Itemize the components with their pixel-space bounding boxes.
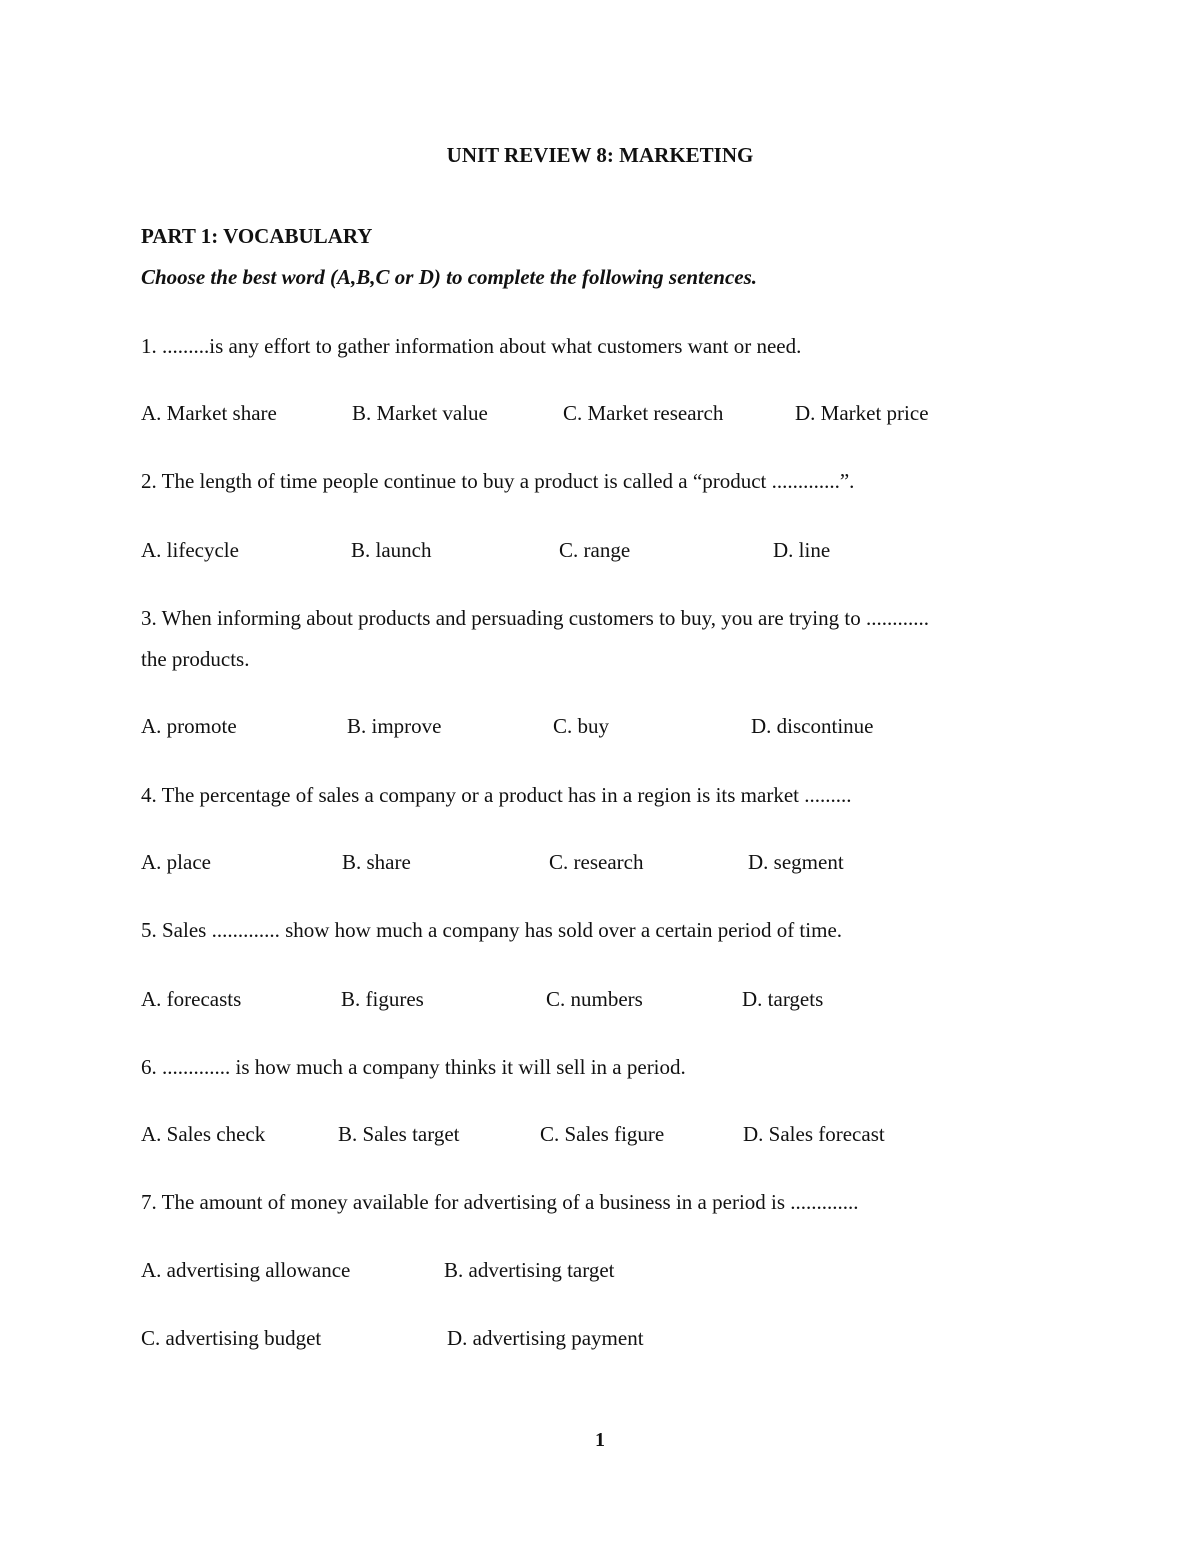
question-3-option-c: C. buy	[553, 714, 610, 738]
page-number: 1	[595, 1429, 605, 1451]
question-6-option-d: D. Sales forecast	[743, 1122, 885, 1146]
instruction-text: Choose the best word (A,B,C or D) to complete the following sentences.	[141, 265, 758, 289]
question-5-option-d: D. targets	[742, 987, 824, 1011]
question-7-option-b: B. advertising target	[444, 1258, 615, 1282]
question-6-option-c: C. Sales figure	[540, 1122, 665, 1146]
question-1-option-d: D. Market price	[795, 401, 929, 425]
question-2-option-a: A. lifecycle	[141, 538, 239, 562]
question-6-text: 6. ............. is how much a company thinks it will sell in a period.	[141, 1055, 686, 1079]
question-6-option-a: A. Sales check	[141, 1122, 266, 1146]
question-2-option-b: B. launch	[351, 538, 432, 562]
question-4-option-b: B. share	[342, 850, 411, 874]
question-3-text: 3. When informing about products and persuading customers to buy, you are trying to ............	[141, 606, 929, 630]
question-2-text: 2. The length of time people continue to buy a product is called a “product .............”.	[141, 469, 855, 493]
part-heading: PART 1: VOCABULARY	[141, 224, 373, 248]
question-5-option-b: B. figures	[341, 987, 424, 1011]
question-4-option-d: D. segment	[748, 850, 844, 874]
question-3-option-b: B. improve	[347, 714, 442, 738]
question-5-option-c: C. numbers	[546, 987, 643, 1011]
question-7-option-d: D. advertising payment	[447, 1326, 644, 1350]
question-1-option-a: A. Market share	[141, 401, 277, 425]
question-2-option-d: D. line	[773, 538, 831, 562]
question-6-option-b: B. Sales target	[338, 1122, 460, 1146]
question-5-text: 5. Sales ............. show how much a company has sold over a certain period of time.	[141, 918, 843, 942]
question-1-option-b: B. Market value	[352, 401, 488, 425]
question-1-text: 1. .........is any effort to gather information about what customers want or need.	[141, 334, 802, 358]
question-4-option-c: C. research	[549, 850, 644, 874]
question-2-option-c: C. range	[559, 538, 631, 562]
question-3-option-d: D. discontinue	[751, 714, 874, 738]
question-5-option-a: A. forecasts	[141, 987, 242, 1011]
question-7-text: 7. The amount of money available for advertising of a business in a period is .............	[141, 1190, 859, 1214]
question-7-option-c: C. advertising budget	[141, 1326, 322, 1350]
question-3-text-continued: the products.	[141, 647, 250, 671]
question-1-option-c: C. Market research	[563, 401, 724, 425]
page-title: UNIT REVIEW 8: MARKETING	[446, 143, 754, 167]
question-7-option-a: A. advertising allowance	[141, 1258, 351, 1282]
question-3-option-a: A. promote	[141, 714, 237, 738]
question-4-text: 4. The percentage of sales a company or a product has in a region is its market .........	[141, 783, 852, 807]
question-4-option-a: A. place	[141, 850, 211, 874]
